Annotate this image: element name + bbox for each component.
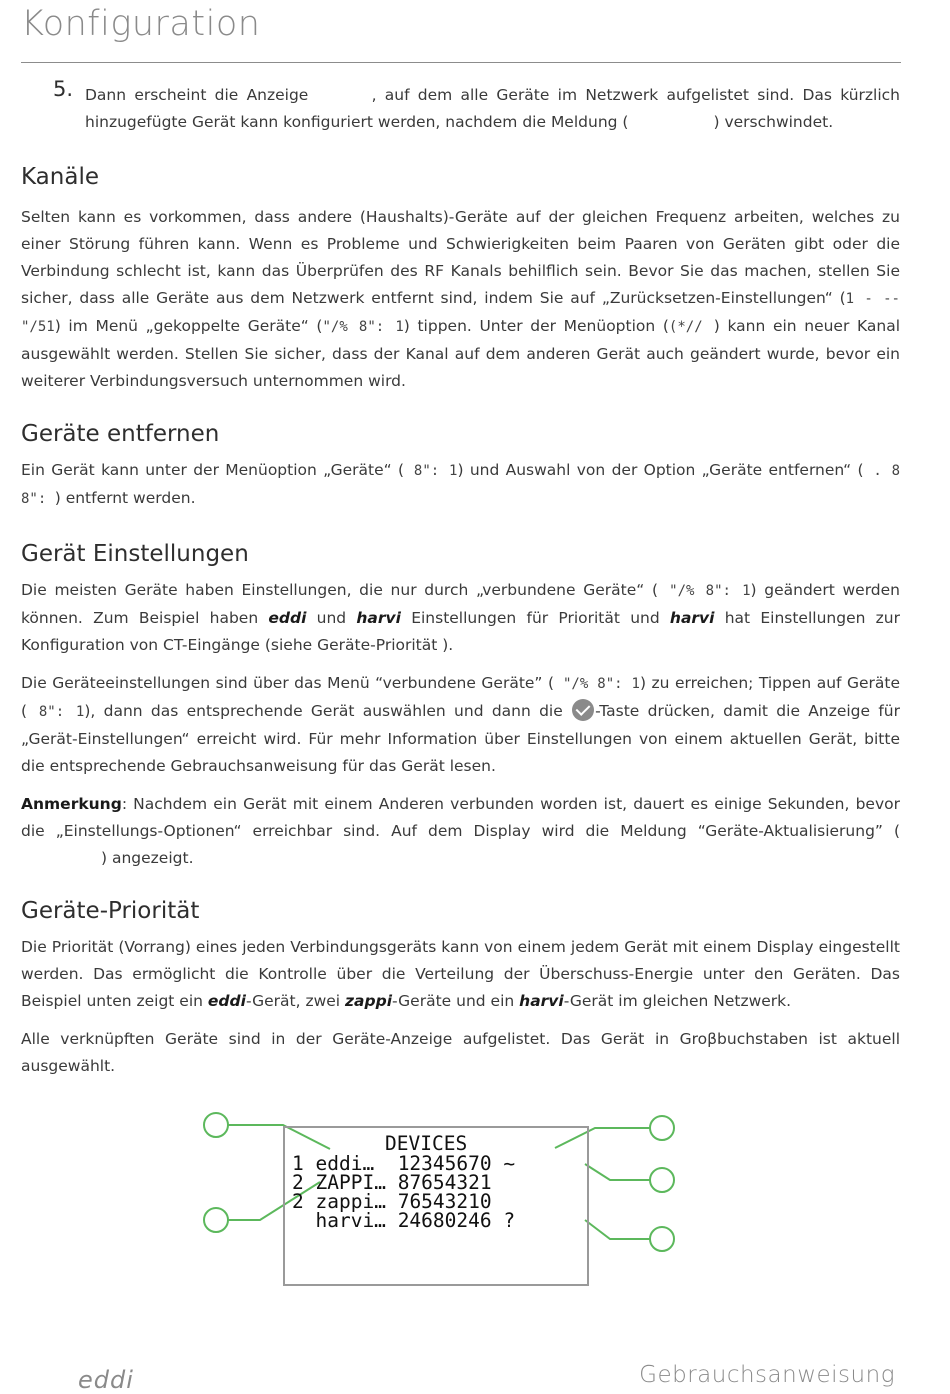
menu-code: 8": 1: [27, 704, 85, 720]
menu-code: 1 - --"/51: [21, 291, 900, 335]
step-number: 5.: [53, 77, 74, 101]
lcd-row: 1 eddi… 12345670 ~: [292, 1152, 516, 1175]
prioritaet-paragraph-2: Alle verknüpften Geräte sind in der Geräte-Anzeige aufgelistet. Das Gerät in Groβbuchstaben ist aktuell ausgewählt.: [21, 1030, 900, 1075]
menu-code: (*//: [668, 319, 714, 335]
callout-circle-right-middle: [650, 1168, 674, 1192]
menu-code: . 8 8":: [21, 463, 901, 507]
callout-circle-right-top: [650, 1116, 674, 1140]
device-display-figure: [200, 1108, 690, 1298]
footer-manual-title: Gebrauchsanweisung: [639, 1362, 895, 1388]
lcd-title: DEVICES: [385, 1132, 468, 1155]
brand-zappi: zappi: [345, 992, 393, 1010]
brand-harvi: harvi: [669, 609, 715, 627]
menu-code: "/% 8": 1: [554, 676, 640, 692]
note-label: Anmerkung: [21, 795, 122, 813]
lcd-row: harvi… 24680246 ?: [315, 1209, 516, 1232]
heading-einstellungen: Gerät Einstellungen: [21, 541, 249, 567]
title-divider: [21, 62, 901, 63]
menu-code: 8": 1: [404, 463, 458, 479]
entfernen-paragraph: Ein Gerät kann unter der Menüoption „Geräte“ ( 8": 1) und Auswahl von der Option „Geräte entfernen“ ( . 8 8": ) entfernt werden.: [21, 461, 901, 507]
brand-harvi: harvi: [519, 992, 564, 1010]
heading-prioritaet: Geräte-Priorität: [21, 898, 200, 924]
check-icon: [572, 699, 594, 721]
brand-eddi: eddi: [207, 992, 246, 1010]
kanaele-paragraph: Selten kann es vorkommen, dass andere (Haushalts)-Geräte auf der gleichen Frequenz arbeiten, welches zu einer Störung führen kann. Wenn es Probleme und Schwierigkeiten beim Paaren von Geräten gibt oder die Verbindung schlecht ist, kann das Überprüfen des RF Kanals behilflich sein. Bevor Sie das machen, stellen Sie sicher, dass alle Geräte aus dem Netzwerk entfernt sind, indem Sie auf „Zurücksetzen-Einstellungen“ (1 - --"/51) im Menü „gekoppelte Geräte“ ("/% 8": 1) tippen. Unter der Menüoption ((*// ) kann ein neuer Kanal ausgewählt werden. Stellen Sie sicher, dass der Kanal auf dem anderen Gerät auch geändert wurde, bevor ein weiterer Verbindungsversuch unternommen wird.: [21, 208, 900, 390]
brand-eddi: eddi: [268, 609, 307, 627]
page-title: Konfiguration: [21, 4, 261, 44]
brand-harvi: harvi: [356, 609, 401, 627]
einstellungen-paragraph-1: Die meisten Geräte haben Einstellungen, die nur durch „verbundene Geräte“ ( "/% 8": 1) geändert werden können. Zum Beispiel haben eddi und harvi Einstellungen für Priorität und harvi hat Einstellungen zur Konfiguration von CT-Eingänge (siehe Geräte-Priorität ).: [21, 581, 900, 654]
heading-kanaele: Kanäle: [21, 164, 99, 190]
einstellungen-note: Anmerkung: Nachdem ein Gerät mit einem Anderen verbunden worden ist, dauert es einige Sekunden, bevor die „Einstellungs-Optionen“ erreichbar sind. Auf dem Display wird die Meldung “Geräte-Aktualisierung” () angezeigt.: [21, 795, 900, 867]
callout-circle-left-top: [204, 1113, 228, 1137]
lcd-row: 2 ZAPPI… 87654321: [292, 1171, 492, 1194]
prioritaet-paragraph-1: Die Priorität (Vorrang) eines jeden Verbindungsgeräts kann von einem jedem Gerät mit einem Display eingestellt werden. Das ermöglicht die Kontrolle über die Verteilung der Überschuss-Energie unter den Geräten. Das Beispiel unten zeigt ein eddi-Gerät, zwei zappi-Geräte und ein harvi-Gerät im gleichen Netzwerk.: [21, 938, 900, 1010]
heading-entfernen: Geräte entfernen: [21, 421, 220, 447]
callout-circle-left-bottom: [204, 1208, 228, 1232]
lcd-row: 2 zappi… 76543210: [292, 1190, 492, 1213]
main-content: [21, 77, 901, 1080]
einstellungen-paragraph-2: Die Geräteeinstellungen sind über das Menü “verbundene Geräte” ( "/% 8": 1) zu erreichen; Tippen auf Geräte ( 8": 1), dann das entsprechende Gerät auswählen und dann die -Taste drücken, damit die Anzeige für „Gerät-Einstellungen“ erreicht wird. Für mehr Information über Einstellungen von einem aktuellen Gerät, bitte die entsprechende Gebrauchsanweisung für das Gerät lesen.: [21, 674, 900, 775]
menu-code: "/% 8": 1: [322, 319, 404, 335]
callout-circle-right-bottom: [650, 1227, 674, 1251]
step-5: [21, 77, 900, 136]
footer-logo: eddi: [78, 1366, 134, 1394]
callout-line-right-bottom: [585, 1220, 650, 1239]
callout-line-right-middle: [585, 1164, 650, 1180]
step-5-text: Dann erscheint die Anzeige , auf dem alle Geräte im Netzwerk aufgelistet sind. Das kürzlich hinzugefügte Gerät kann konfiguriert werden, nachdem die Meldung ( ) verschwindet.: [85, 86, 900, 131]
menu-code: "/% 8": 1: [658, 583, 751, 599]
